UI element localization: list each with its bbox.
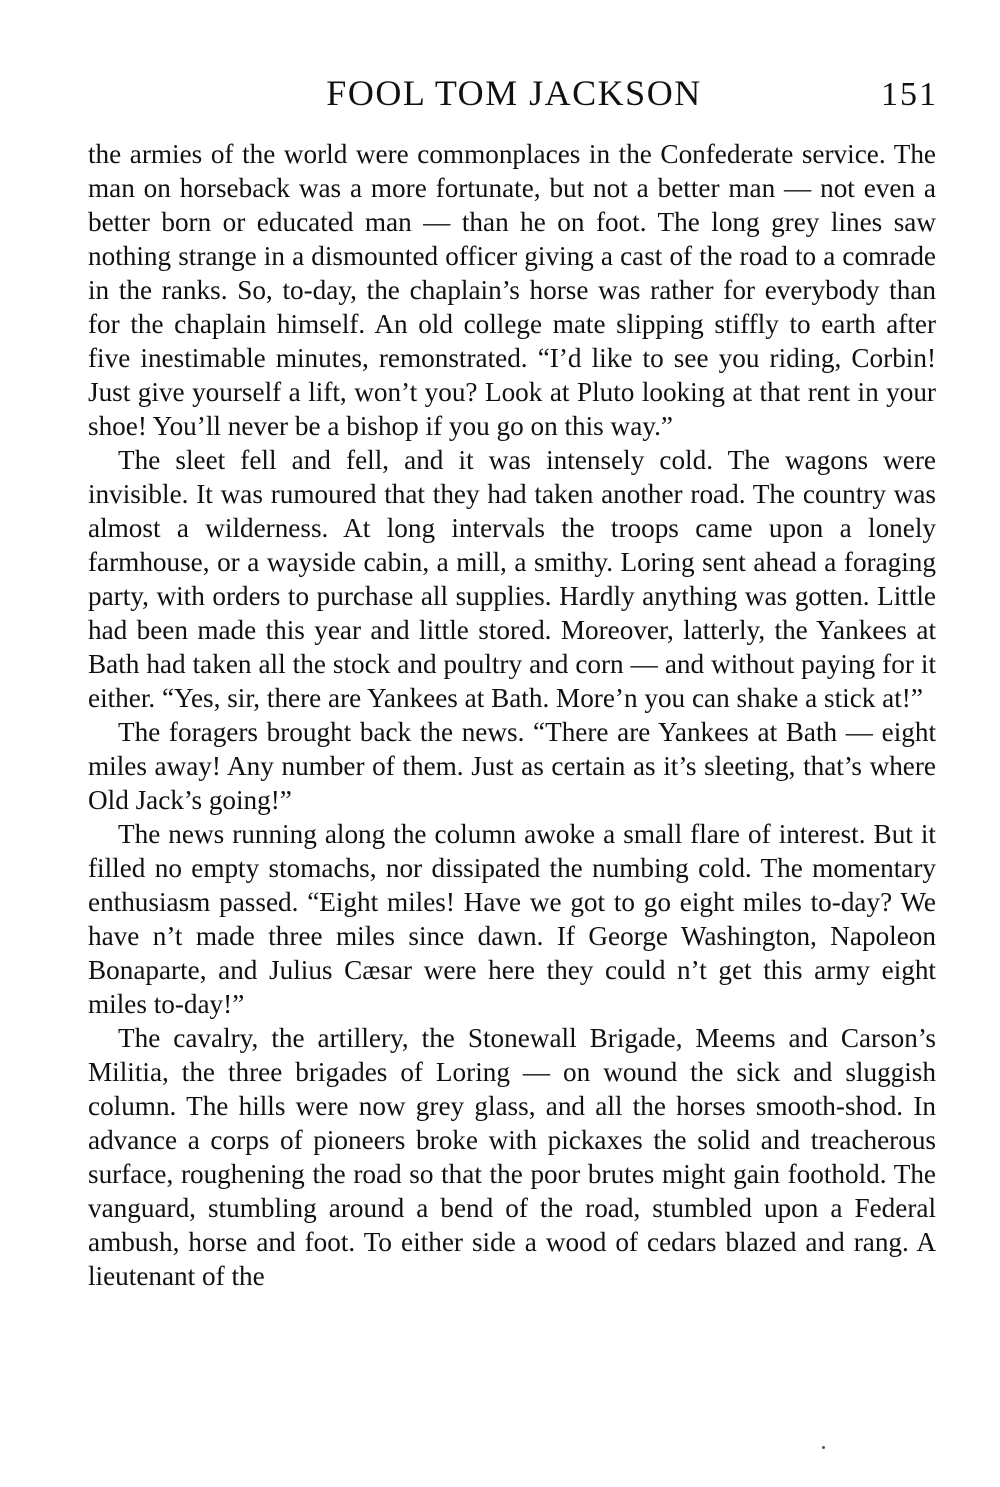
page-header — [88, 70, 940, 116]
paragraph-foragers: The foragers brought back the news. “There are Yankees at Bath — eight miles away! Any number of them. Just as certain as it’s sleeting, that’s where Old Jack’s going!” — [88, 717, 936, 815]
print-speck — [822, 1446, 825, 1449]
paragraph-continuation: the armies of the world were commonplaces in the Confederate service. The man on horseback was a more fortunate, but not a better man — not even a better born or educated man — than he on foot. The long grey lines saw nothing strange in a dismounted officer giving a cast of the road to a comrade in the ranks. So, to-day, the chaplain’s horse was rather for everybody than for the chaplain himself. An old college mate slipping stiffly to earth after five inestimable minutes, remonstrated. “I’d like to see you riding, Corbin! Just give yourself a lift, won’t you? Look at Pluto looking at that rent in your shoe! You’ll never be a bishop if you go on this way.” — [88, 139, 936, 441]
paragraph-sleet: The sleet fell and fell, and it was intensely cold. The wagons were invisible. It was rumoured that they had taken another road. The country was almost a wilderness. At long intervals the troops came upon a lonely farmhouse, or a wayside cabin, a mill, a smithy. Loring sent ahead a foraging party, with orders to purchase all supplies. Hardly anything was gotten. Little had been made this year and little stored. Moreover, latterly, the Yankees at Bath had taken all the stock and poultry and corn — and without paying for it either. “Yes, sir, there are Yankees at Bath. More’n you can shake a stick at!” — [88, 445, 936, 713]
body-text — [88, 137, 936, 1293]
paragraph-news: The news running along the column awoke a small flare of interest. But it filled no empty stomachs, nor dissipated the numbing cold. The momentary enthusiasm passed. “Eight miles! Have we got to go eight miles to-day? We have n’t made three miles since dawn. If George Washington, Napoleon Bonaparte, and Julius Cæsar were here they could n’t get this army eight miles to-day!” — [88, 819, 936, 1019]
page-number: 151 — [881, 76, 938, 113]
paragraph-cavalry: The cavalry, the artillery, the Stonewall Brigade, Meems and Carson’s Militia, the three brigades of Loring — on wound the sick and sluggish column. The hills were now grey glass, and all the horses smooth-shod. In advance a corps of pioneers broke with pickaxes the solid and treacherous surface, roughening the road so that the poor brutes might gain foothold. The vanguard, stumbling around a bend of the road, stumbled upon a Federal ambush, horse and foot. To either side a wood of cedars blazed and rang. A lieutenant of the — [88, 1023, 936, 1291]
running-title: FOOL TOM JACKSON — [326, 73, 702, 113]
